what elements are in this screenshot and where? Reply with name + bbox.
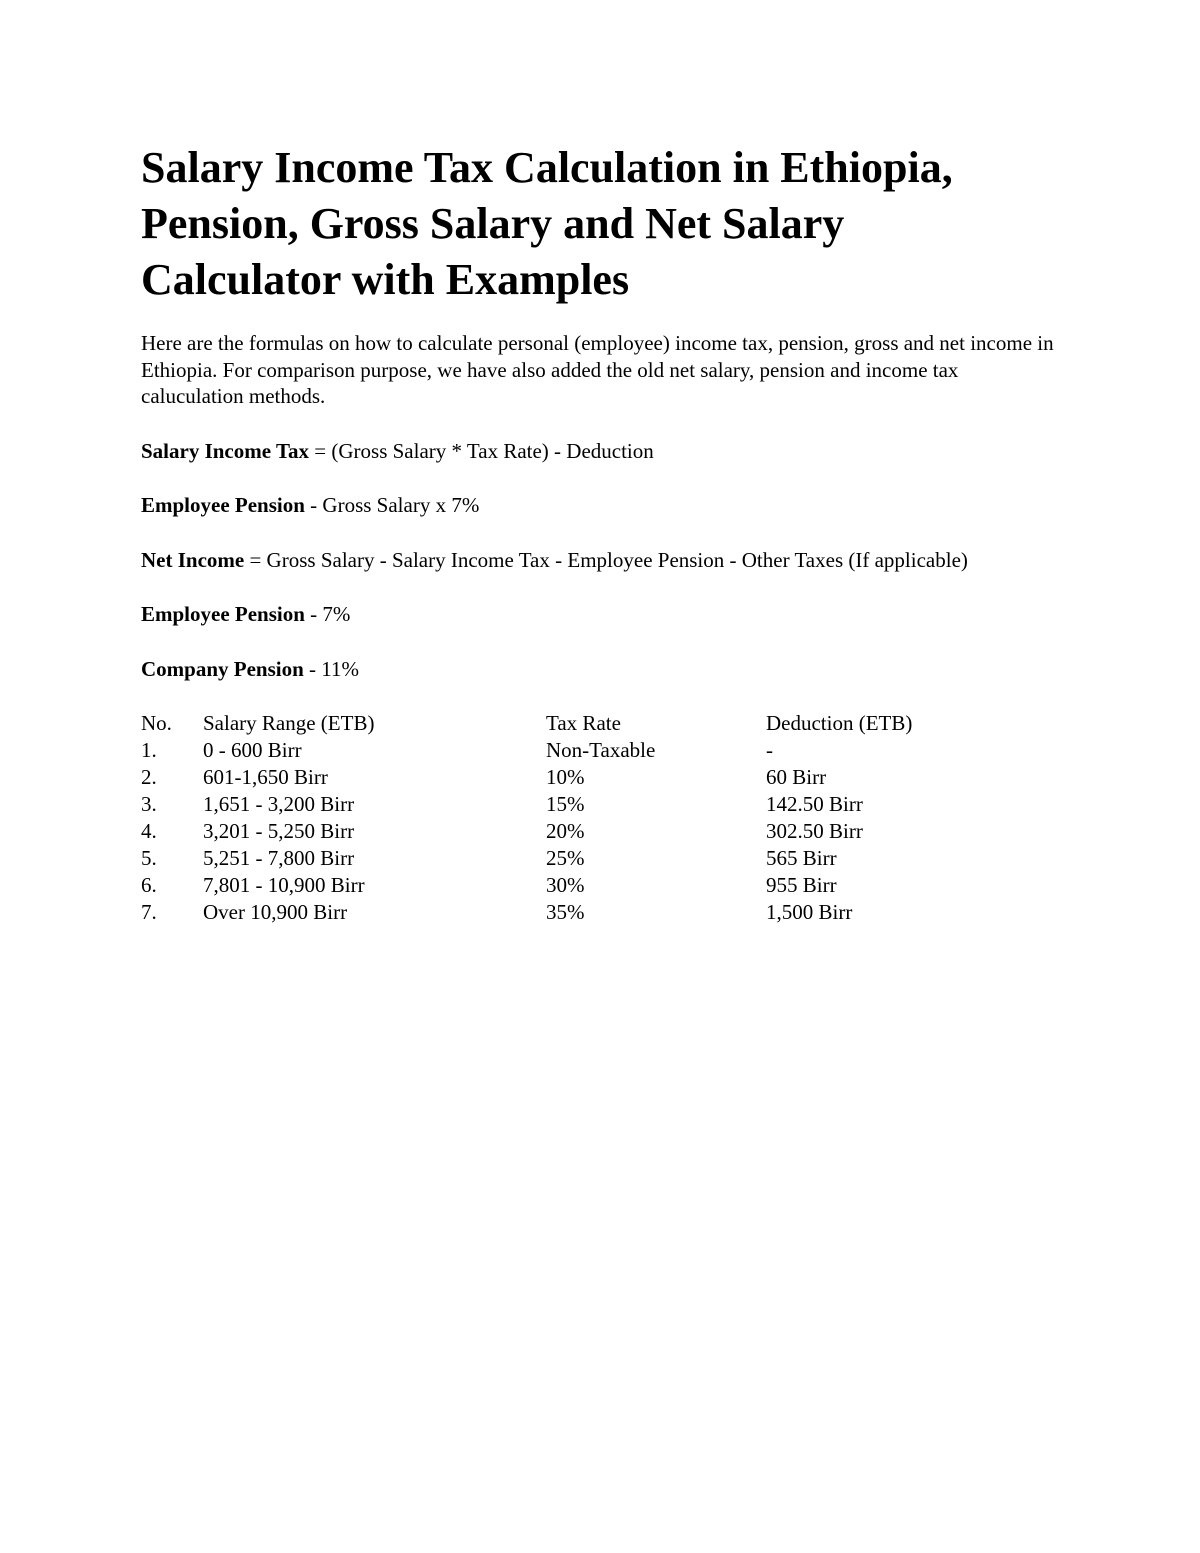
formula-employee-pension [141, 492, 1061, 519]
row-salary-range: Over 10,900 Birr [203, 900, 348, 924]
company-pension-rate [141, 656, 1061, 683]
header-deduction: Deduction (ETB) [766, 711, 913, 735]
row-tax-rate: 10% [546, 765, 585, 789]
formula-label: Company Pension [141, 656, 304, 681]
header-tax-rate: Tax Rate [546, 711, 621, 735]
row-no: 1. [141, 738, 157, 762]
title-line: Calculator with Examples [141, 255, 630, 304]
row-salary-range: 601-1,650 Birr [203, 765, 328, 789]
row-tax-rate: 30% [546, 873, 585, 897]
row-deduction: 565 Birr [766, 846, 837, 870]
row-deduction: 1,500 Birr [766, 900, 853, 924]
formula-label: Employee Pension [141, 602, 305, 626]
formula-label: Net Income [141, 547, 245, 572]
row-deduction: 302.50 Birr [766, 819, 863, 843]
formula-label: Employee Pension [141, 493, 305, 517]
header-no: No. [141, 711, 172, 735]
table-row [141, 872, 1061, 899]
row-tax-rate: 15% [546, 792, 585, 816]
title-line: Salary Income Tax Calculation in Ethiopia, [141, 143, 953, 192]
table-row [141, 764, 1061, 791]
formula-text: = (Gross Salary * Tax Rate) - Deduction [309, 438, 654, 463]
formula-text: = Gross Salary - Salary Income Tax - Employee Pension - Other Taxes (If applicable) [244, 547, 968, 572]
row-tax-rate: 35% [546, 900, 585, 924]
tax-rate-table [141, 710, 1061, 926]
row-tax-rate: Non-Taxable [546, 738, 656, 762]
formula-text: - Gross Salary x 7% [304, 493, 480, 517]
table-row [141, 845, 1061, 872]
row-deduction: 142.50 Birr [766, 792, 863, 816]
row-salary-range: 1,651 - 3,200 Birr [203, 792, 355, 816]
row-deduction: 60 Birr [766, 765, 827, 789]
row-salary-range: 5,251 - 7,800 Birr [203, 846, 355, 870]
table-row [141, 791, 1061, 818]
row-salary-range: 0 - 600 Birr [203, 738, 302, 762]
title-line: Pension, Gross Salary and Net Salary [141, 199, 845, 248]
employee-pension-rate [141, 601, 1061, 628]
row-tax-rate: 20% [546, 819, 585, 843]
row-no: 5. [141, 846, 157, 870]
row-deduction: - [766, 738, 773, 762]
row-no: 7. [141, 900, 157, 924]
table-header-row [141, 710, 1061, 737]
intro-paragraph: Here are the formulas on how to calculate personal (employee) income tax, pension, gross and net income in Ethiopia. For comparison purpose, we have also added the old net salary, pension and income tax caluculation methods. [141, 331, 1054, 408]
table-row [141, 899, 1061, 926]
row-salary-range: 3,201 - 5,250 Birr [203, 819, 355, 843]
document-page [141, 140, 1061, 926]
row-deduction: 955 Birr [766, 873, 837, 897]
table-row [141, 818, 1061, 845]
row-no: 4. [141, 819, 157, 843]
formula-label: Salary Income Tax [141, 438, 310, 463]
row-no: 2. [141, 765, 157, 789]
row-no: 6. [141, 873, 157, 897]
formula-salary-income-tax [141, 438, 1061, 465]
formula-text: - 11% [303, 656, 359, 681]
formula-text: - 7% [304, 602, 351, 626]
row-no: 3. [141, 792, 157, 816]
formula-net-income [141, 547, 1061, 574]
header-salary-range: Salary Range (ETB) [203, 711, 375, 735]
row-salary-range: 7,801 - 10,900 Birr [203, 873, 365, 897]
table-row [141, 737, 1061, 764]
page-title [141, 140, 1061, 308]
row-tax-rate: 25% [546, 846, 585, 870]
